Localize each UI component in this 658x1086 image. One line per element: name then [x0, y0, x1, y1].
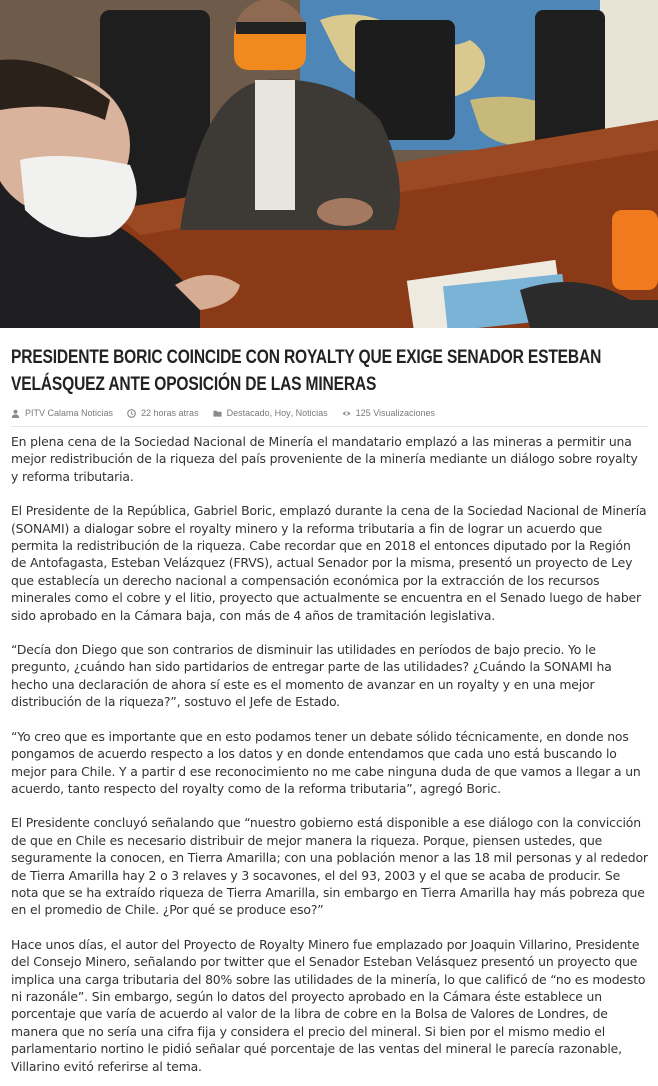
category-separator: ,	[290, 408, 296, 418]
user-icon	[11, 409, 20, 418]
category-link[interactable]: Hoy	[274, 408, 291, 418]
article-paragraph: El Presidente de la República, Gabriel Boric, emplazó durante la cena de la Sociedad Nacional de Minería (SONAMI) a dialogar sobre el royalty minero y la reforma tributaria a fin de lograr un acuerdo que permita la redistribución de la riqueza. Cabe recordar que en 2018 el entonces diputado por la Región de Antofagasta, Esteban Velázquez (FRVS), actual Senador por la misma, presentó un proyecto de Ley que establecía un derecho nacional a compensación económica por la extracción de los recursos minerales como el cobre y el litio, proyecto que actualmente se encuentra en el Senado luego de haber sido aprobado en la Cámara baja, con más de 4 años de tramitación legislativa.	[11, 503, 647, 623]
article-photo	[0, 0, 658, 328]
article-body	[11, 433, 648, 1075]
article-paragraph: “Yo creo que es importante que en esto podamos tener un debate sólido técnicamente, en donde nos pongamos de acuerdo respecto a los datos y en donde entendamos que cada uno está buscando lo mejor para Chile. Y a partir d ese reconocimiento no me cabe ninguna duda de que vamos a llegar a un acuerdo, tanto respecto del royalty como de la reforma tributaria”, agregó Boric.	[11, 728, 641, 796]
category-link[interactable]: Destacado	[226, 408, 270, 418]
folder-icon	[213, 409, 222, 418]
article-paragraph: “Decía don Diego que son contrarios de disminuir las utilidades en períodos de bajo precio. Yo le pregunto, ¿cuándo han sido partidarios de entregar parte de las utilidades? ¿Cuándo la SONAMI ha hecho una declaración de ahora sí este es el momento de avanzar en un royalty y en una mejor distribución de la riqueza?”, sostuvo el Jefe de Estado.	[11, 642, 612, 710]
meta-time	[127, 408, 199, 418]
article-paragraph: Hace unos días, el autor del Proyecto de Royalty Minero fue emplazado por Joaquin Villarino, Presidente del Consejo Minero, señalando por twitter que el Senador Esteban Velásquez presentó un proyecto que implica una carga tributaria del 80% sobre las utilidades de la minería, lo que calificó de “no es modesto ni razonále”. Sin embargo, según lo datos del proyecto aprobado en la Cámara éste establece un porcentaje que varía de acuerdo al valor de la libra de cobre en la Bolsa de Valores de Londres, de manera que no sería una cifra fija y considera el precio del mineral. Si bien por el mismo medio el parlamentario nortino le pidió señalar qué porcentaje de las ventas del mineral le parecía razonable, Villarino evitó referirse al tema.	[11, 936, 646, 1074]
category-separator: ,	[269, 408, 275, 418]
meta-author[interactable]	[11, 408, 113, 418]
meta-views	[342, 408, 435, 418]
meta-views-label: 125 Visualizaciones	[355, 408, 436, 418]
clock-icon	[127, 409, 136, 418]
article-meta	[11, 408, 648, 427]
meta-author-label[interactable]: PITV Calama Noticias	[25, 408, 114, 418]
article-paragraph: En plena cena de la Sociedad Nacional de Minería el mandatario emplazó a las mineras a permitir una mejor redistribución de la riqueza del país proveniente de la minería mediante un diálogo sobre royalty y reforma tributaria.	[11, 434, 638, 484]
article-title: PRESIDENTE BORIC COINCIDE CON ROYALTY QUE EXIGE SENADOR ESTEBAN VELÁSQUEZ ANTE OPOSICIÓN DE LAS MINERAS	[11, 347, 602, 395]
article-paragraph: El Presidente concluyó señalando que “nuestro gobierno está disponible a ese diálogo con la convicción de que en Chile es necesario distribuir de mejor manera la riqueza. Porque, piensen ustedes, que seguramente la conocen, en Tierra Amarilla; con una población menor a las 18 mil personas y al rededor de Tierra Amarilla hay 2 o 3 relaves y 3 socavones, el del 93, 2003 y el que se acaba de producir. Se nota que se ha extraído riqueza de Tierra Amarilla, sin embargo en Tierra Amarilla hay más pobreza que en el promedio de Chile. ¿Por qué se produce eso?”	[11, 815, 648, 918]
meta-categories	[213, 408, 328, 418]
meta-time-label: 22 horas atras	[141, 408, 199, 418]
eye-icon	[342, 409, 351, 418]
category-link[interactable]: Noticias	[295, 408, 328, 418]
